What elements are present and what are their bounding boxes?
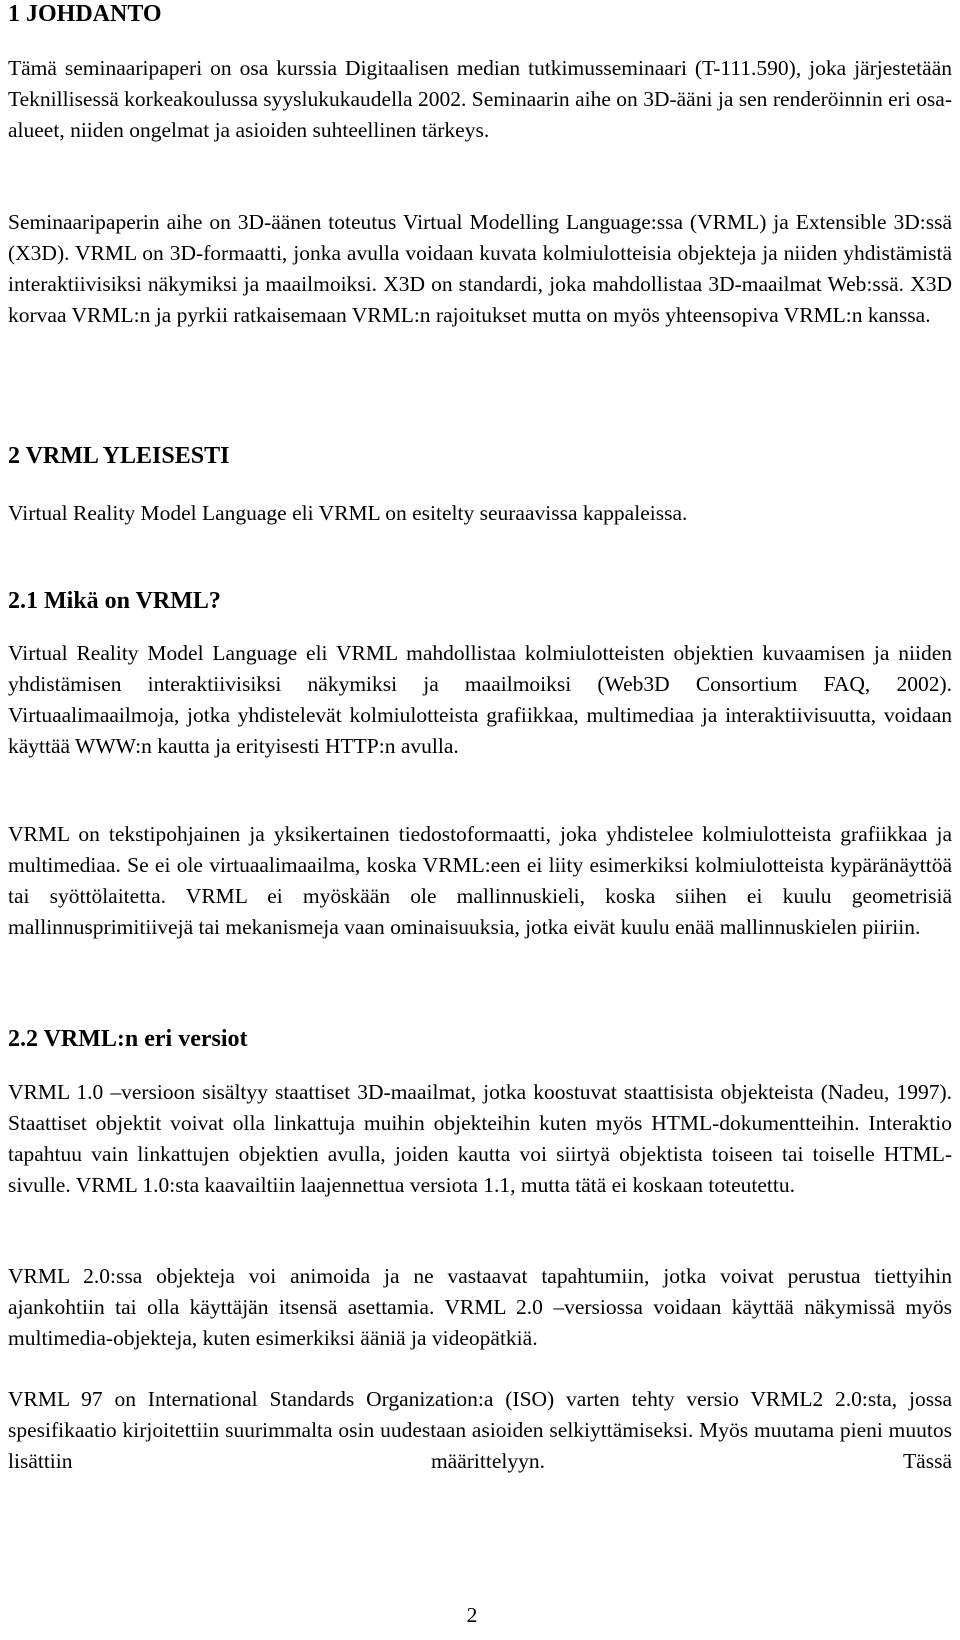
page-number: 2 (466, 1603, 478, 1627)
paragraph-intro-2: Seminaaripaperin aihe on 3D-äänen toteutus Virtual Modelling Language:ssa (VRML) ja Extensible 3D:ssä (X3D). VRML on 3D-formaatti, jonka avulla voidaan kuvata kolmiulotteisia objekteja ja niiden yhdistämistä interaktiivisiksi näkymiksi ja maailmoiksi. X3D on standardi, joka mahdollistaa 3D-maailmat Web:ssä. X3D korvaa VRML:n ja pyrkii ratkaisemaan VRML:n rajoitukset mutta on myös yhteensopiva VRML:n kanssa. (8, 210, 952, 327)
paragraph-versiot-1: VRML 1.0 –versioon sisältyy staattiset 3D-maailmat, jotka koostuvat staattisista objekteista (Nadeu, 1997). Staattiset objektit voivat olla linkattuja muihin objekteihin kuten myös HTML-dokumentteihin. Interaktio tapahtuu vain linkattujen objektien avulla, joiden kautta voi siirtyä objektista toiseen tai toiselle HTML-sivulle. VRML 1.0:sta kaavailtiin laajennettua versiota 1.1, mutta tätä ei koskaan toteutettu. (8, 1080, 952, 1197)
section-heading-eri-versiot: 2.2 VRML:n eri versiot (8, 1026, 248, 1052)
section-heading-vrml-yleisesti: 2 VRML YLEISESTI (8, 443, 230, 469)
section-heading-johdanto: 1 JOHDANTO (8, 1, 162, 27)
paragraph-mika-on-vrml-2: VRML on tekstipohjainen ja yksikertainen tiedostoformaatti, joka yhdistelee kolmiulotteista grafiikkaa ja multimediaa. Se ei ole virtuaalimaailma, koska VRML:een ei liity esimerkiksi kolmiulotteista kypäränäyttöä tai syöttölaitetta. VRML ei myöskään ole mallinnuskieli, koska siihen ei kuulu geometrisiä mallinnusprimitiivejä tai mekanismeja vaan ominaisuuksia, jotka eivät kuulu enää mallinnuskielen piiriin. (8, 822, 952, 939)
section-heading-mika-on-vrml: 2.1 Mikä on VRML? (8, 588, 221, 614)
paragraph-versiot-3: VRML 97 on International Standards Organization:a (ISO) varten tehty versio VRML2 2.0:sta, jossa spesifikaatio kirjoitettiin suurimmalta osin uudestaan asioiden selkiyttämiseksi. Myös muutama pieni muutos lisättiin määrittelyyn. Tässä (8, 1387, 952, 1473)
paragraph-vrml-overview: Virtual Reality Model Language eli VRML on esitelty seuraavissa kappaleissa. (8, 501, 688, 525)
paragraph-versiot-2: VRML 2.0:ssa objekteja voi animoida ja ne vastaavat tapahtumiin, jotka voivat perustua tiettyihin ajankohtiin tai olla käyttäjän itsensä asettamia. VRML 2.0 –versiossa voidaan käyttää näkymissä myös multimedia-objekteja, kuten esimerkiksi ääniä ja videopätkiä. (8, 1264, 952, 1350)
paragraph-mika-on-vrml-1: Virtual Reality Model Language eli VRML mahdollistaa kolmiulotteisten objektien kuvaamisen ja niiden yhdistämisen interaktiivisiksi näkymiksi ja maailmoiksi (Web3D Consortium FAQ, 2002). Virtuaalimaailmoja, jotka yhdistelevät kolmiulotteista grafiikkaa, multimediaa ja interaktiivisuutta, voidaan käyttää WWW:n kautta ja erityisesti HTTP:n avulla. (8, 641, 952, 758)
paragraph-intro-1: Tämä seminaaripaperi on osa kurssia Digitaalisen median tutkimusseminaari (T-111.590), joka järjestetään Teknillisessä korkeakoulussa syyslukukaudella 2002. Seminaarin aihe on 3D-ääni ja sen renderöinnin eri osa-alueet, niiden ongelmat ja asioiden suhteellinen tärkeys. (8, 56, 952, 142)
